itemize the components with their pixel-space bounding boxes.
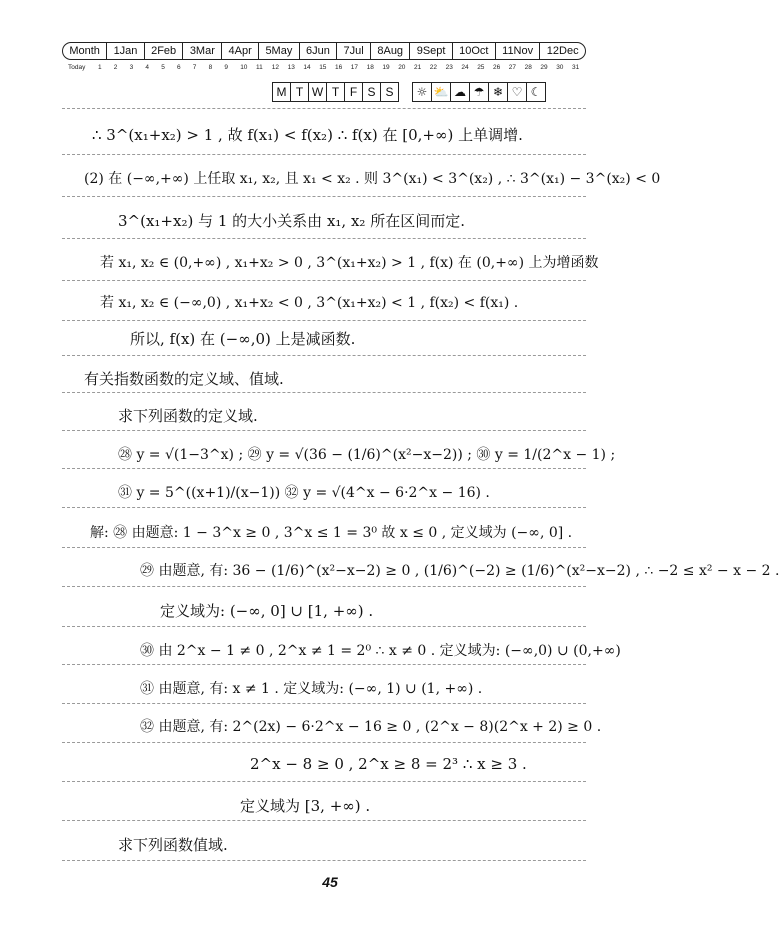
weekday-thu: T [326,82,345,102]
month-jan: 1Jan [106,43,144,59]
moon-icon: ☾ [526,82,546,102]
page-number: 45 [322,874,338,890]
ruled-line [62,820,586,821]
ruled-line [62,280,586,281]
ruled-line [62,860,586,861]
month-may: 5May [258,43,299,59]
note-line-6: 所以, f(x) 在 (−∞,0) 上是减函数. [130,330,356,348]
month-jun: 6Jun [299,43,337,59]
day-number: 23 [445,64,453,71]
month-label: Month [69,45,100,57]
month-oct: 10Oct [452,43,495,59]
day-number: 10 [240,64,248,71]
ruled-line [62,664,586,665]
day-number: 9 [224,64,229,71]
day-number: 8 [208,64,213,71]
snow-icon: ❄ [488,82,508,102]
weekday-bar [272,82,398,102]
cloud-icon: ☁ [450,82,470,102]
month-dec: 12Dec [539,43,584,59]
day-number-row [68,64,588,74]
weekday-sat: S [362,82,381,102]
solution-line-30: ㉚ 由 2^x − 1 ≠ 0 , 2^x ≠ 1 = 2⁰ ∴ x ≠ 0 . 定义域为: (−∞,0) ∪ (0,+∞) [140,643,621,659]
day-number: 30 [556,64,564,71]
weekday-tue: T [290,82,309,102]
ruled-line [62,154,586,155]
ruled-line [62,586,586,587]
day-number: 7 [192,64,197,71]
ruled-line [62,626,586,627]
day-number: 26 [493,64,501,71]
weekday-wed: W [308,82,327,102]
month-feb: 2Feb [144,43,183,59]
weather-icon-bar [412,82,545,102]
ruled-line [62,108,586,109]
ruled-line [62,238,586,239]
problem-line-1: ㉘ y = √(1−3^x) ; ㉙ y = √(36 − (1/6)^(x²−x−2)) ; ㉚ y = 1/(2^x − 1) ; [118,447,616,463]
subheading-range: 求下列函数值域. [118,836,228,854]
note-line-4: 若 x₁, x₂ ∈ (0,+∞) , x₁+x₂ > 0 , 3^(x₁+x₂) > 1 , f(x) 在 (0,+∞) 上为增函数 [100,255,599,271]
ruled-line [62,196,586,197]
day-number: 3 [129,64,134,71]
solution-line-29: ㉙ 由题意, 有: 36 − (1/6)^(x²−x−2) ≥ 0 , (1/6)^(−2) ≥ (1/6)^(x²−x−2) , ∴ −2 ≤ x² − x − 2 . [140,563,779,579]
day-number: 14 [303,64,311,71]
solution-line-32-step: 2^x − 8 ≥ 0 , 2^x ≥ 8 = 2³ ∴ x ≥ 3 . [250,755,527,773]
solution-line-31: ㉛ 由题意, 有: x ≠ 1 . 定义域为: (−∞, 1) ∪ (1, +∞) . [140,681,483,697]
day-number: 20 [398,64,406,71]
rain-icon: ☂ [469,82,489,102]
ruled-line [62,742,586,743]
solution-line-32: ㉜ 由题意, 有: 2^(2x) − 6·2^x − 16 ≥ 0 , (2^x − 8)(2^x + 2) ≥ 0 . [140,719,602,735]
day-number: 11 [256,64,263,71]
day-number: 19 [382,64,390,71]
day-number: 16 [335,64,343,71]
solution-line-29-result: 定义域为: (−∞, 0] ∪ [1, +∞) . [160,602,374,620]
solution-line-32-result: 定义域为 [3, +∞) . [240,797,371,815]
sun-icon: ☼ [412,82,432,102]
month-sept: 9Sept [409,43,451,59]
note-line-3: 3^(x₁+x₂) 与 1 的大小关系由 x₁, x₂ 所在区间而定. [118,212,465,230]
day-number: 6 [177,64,181,71]
day-number: 2 [113,64,118,71]
month-mar: 3Mar [182,43,221,59]
subheading-domain: 求下列函数的定义域. [118,407,258,425]
solution-line-28: 解: ㉘ 由题意: 1 − 3^x ≥ 0 , 3^x ≤ 1 = 3⁰ 故 x ≤ 0 , 定义域为 (−∞, 0] . [90,525,573,541]
day-number: 27 [508,64,517,71]
ruled-line [62,468,586,469]
day-number: 12 [271,64,280,71]
day-number: 31 [572,64,580,71]
day-number: 25 [477,64,485,71]
ruled-line [62,547,586,548]
month-nov: 11Nov [495,43,540,59]
day-number: 5 [161,64,165,71]
heart-icon: ♡ [507,82,527,102]
ruled-line [62,392,586,393]
ruled-line [62,781,586,782]
ruled-line [62,430,586,431]
section-heading: 有关指数函数的定义域、值域. [84,370,284,388]
weekday-mon: M [272,82,291,102]
day-number: 24 [461,64,469,71]
day-number: 1 [98,64,102,71]
today-label: Today [68,64,86,71]
month-aug: 8Aug [370,43,409,59]
day-number: 17 [350,64,359,71]
weekday-sun: S [380,82,399,102]
ruled-line [62,703,586,704]
day-number: 13 [287,64,295,71]
note-line-5: 若 x₁, x₂ ∈ (−∞,0) , x₁+x₂ < 0 , 3^(x₁+x₂) < 1 , f(x₂) < f(x₁) . [100,295,519,311]
ruled-line [62,320,586,321]
cloud-sun-icon: ⛅ [431,82,451,102]
day-number: 28 [524,64,532,71]
month-bar [62,42,586,60]
ruled-line [62,355,586,356]
day-number: 29 [540,64,548,71]
weekday-fri: F [344,82,363,102]
day-number: 22 [429,64,438,71]
day-number: 18 [366,64,374,71]
problem-line-2: ㉛ y = 5^((x+1)/(x−1)) ㉜ y = √(4^x − 6·2^x − 16) . [118,485,490,501]
day-number: 15 [319,64,327,71]
month-apr: 4Apr [221,43,258,59]
note-line-2: (2) 在 (−∞,+∞) 上任取 x₁, x₂, 且 x₁ < x₂ . 则 3^(x₁) < 3^(x₂) , ∴ 3^(x₁) − 3^(x₂) < 0 [84,171,661,187]
note-line-1: ∴ 3^(x₁+x₂) > 1 , 故 f(x₁) < f(x₂) ∴ f(x) 在 [0,+∞) 上单调增. [92,126,523,144]
month-jul: 7Jul [336,43,370,59]
ruled-line [62,507,586,508]
day-number: 4 [145,64,150,71]
day-number: 21 [414,64,422,71]
